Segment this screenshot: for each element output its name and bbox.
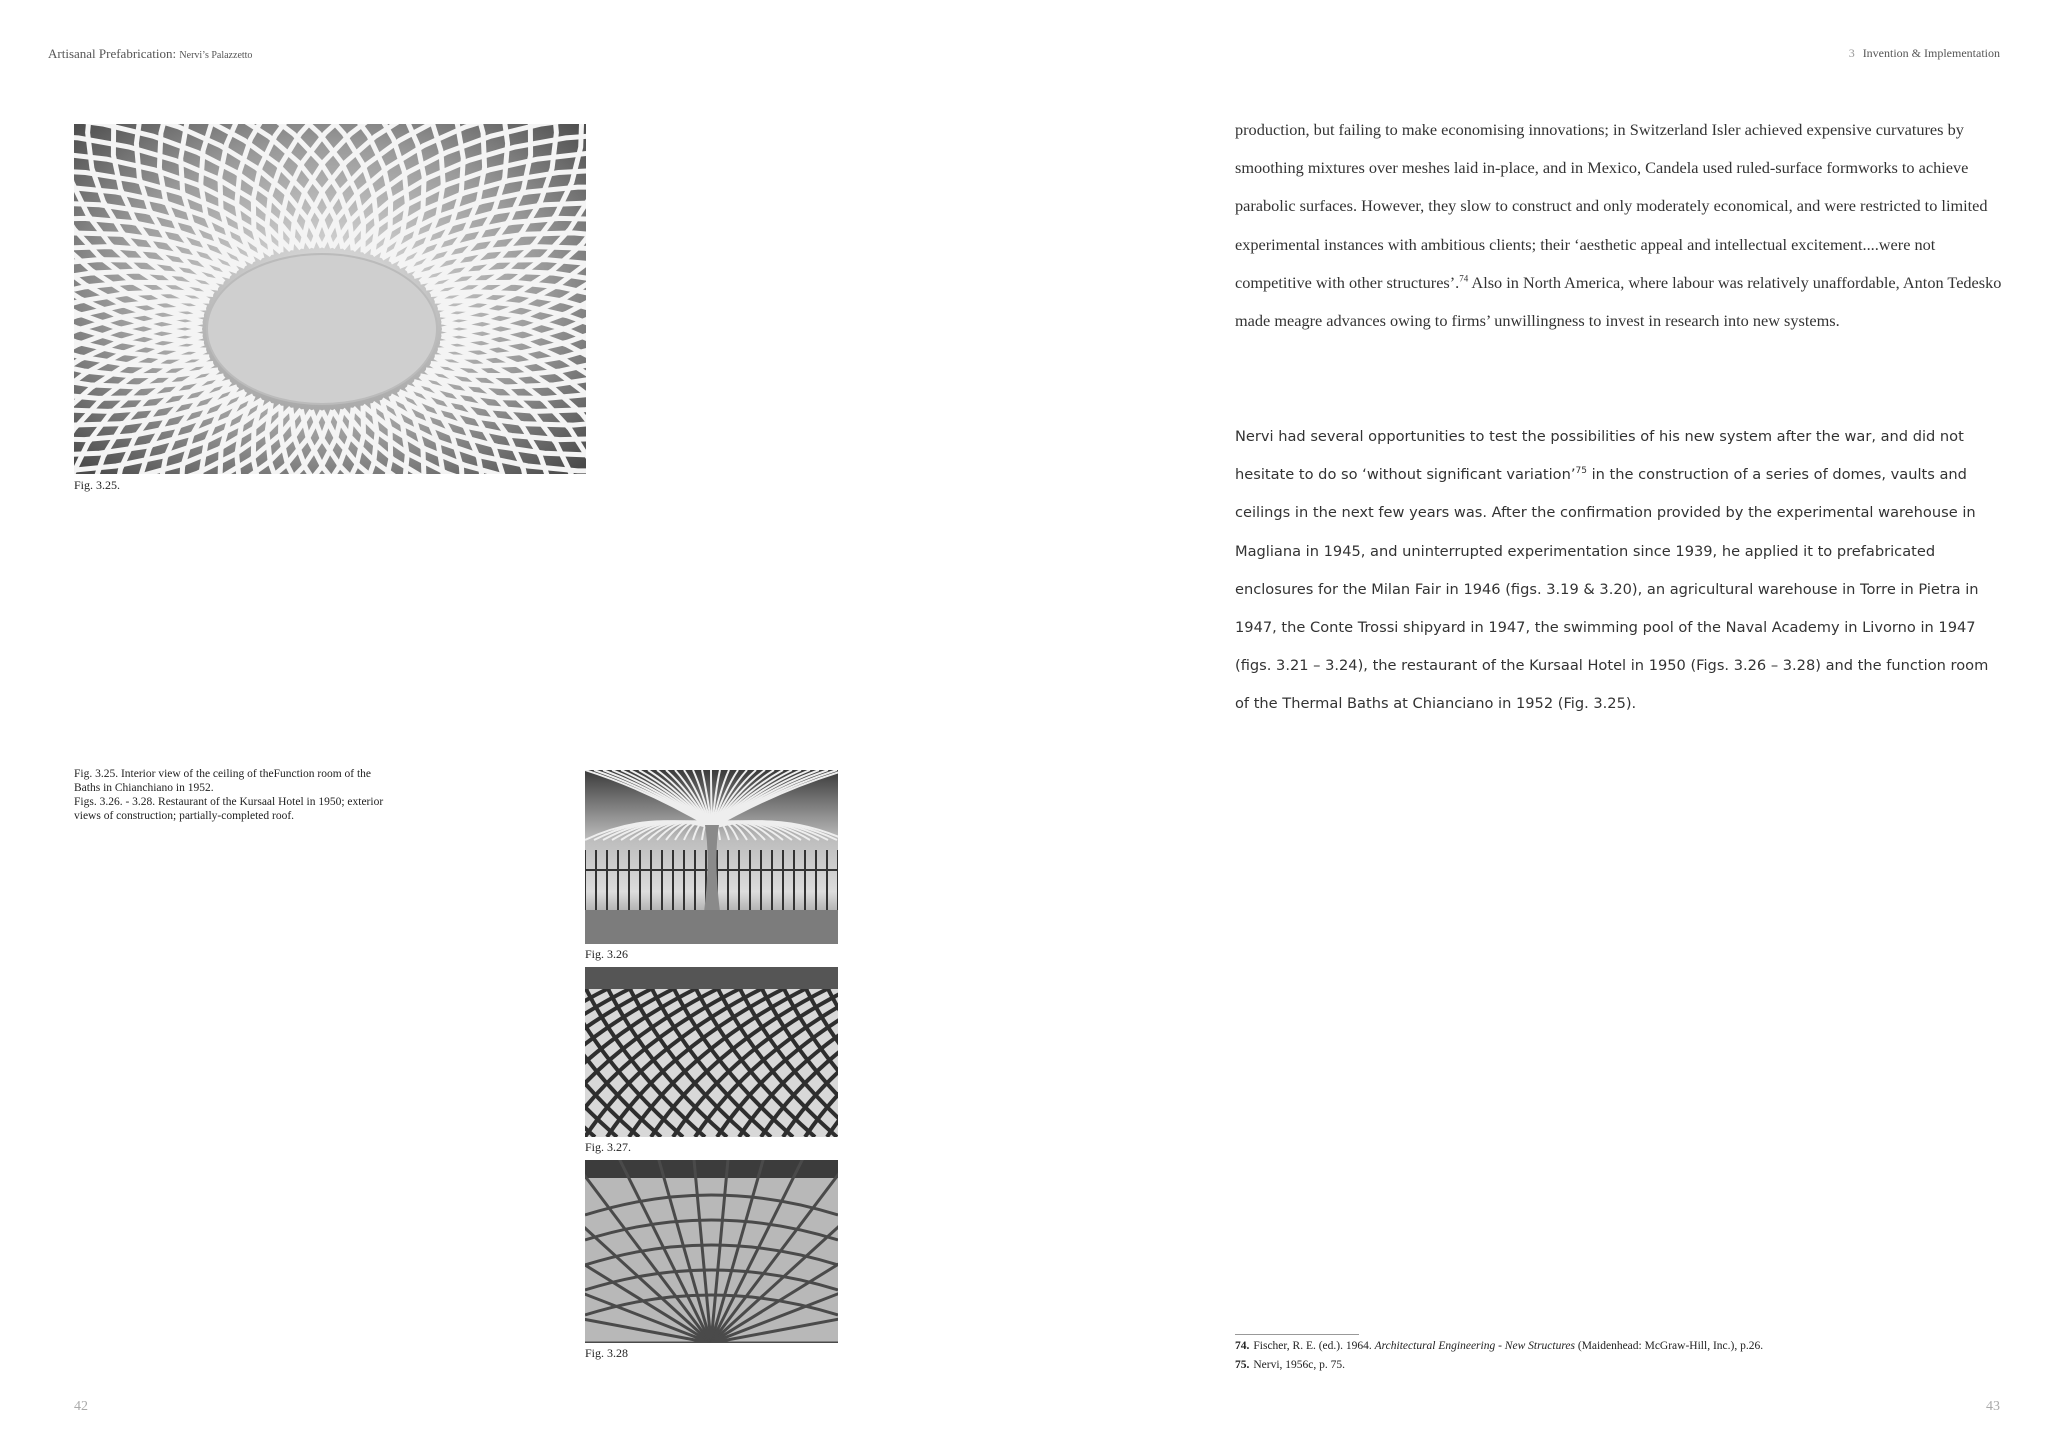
figure-3-26-label: Fig. 3.26 (585, 947, 629, 961)
running-header-left (48, 46, 252, 62)
caption-line: views of construction; partially-completed roof. (74, 810, 295, 822)
caption-line: Figs. 3.26. - 3.28. Restaurant of the Kursaal Hotel in 1950; exterior (74, 796, 384, 808)
paragraph-text: in the construction of a series of domes, vaults and ceilings in the next few years was. After the confirmation provided by the experimental warehouse in Magliana in 1945, and uninterrupted experimentation since 1939, he applied it to prefabricated enclosures for the Milan Fair in 1946 (figs. 3.19 & 3.20), an agricultural warehouse in Torre in Pietra in 1947, the Conte Trossi shipyard in 1947, the swimming pool of the Naval Academy in Livorno in 1947 (figs. 3.21 – 3.24), the restaurant of the Kursaal Hotel in 1950 (Figs. 3.26 – 3.28) and the function room of the Thermal Baths at Chianciano in 1952 (Fig. 3.25). (1235, 466, 1989, 713)
caption-line: Baths in Chianchiano in 1952. (74, 782, 214, 794)
chapter-title: Invention & Implementation (1862, 46, 2000, 60)
footnote-ref-75[interactable]: 75 (1575, 466, 1587, 477)
footnote-book-title: Architectural Engineering - New Structures (1374, 1340, 1575, 1352)
figure-3-27-photo (585, 967, 838, 1137)
figure-3-27-label: Fig. 3.27. (585, 1140, 632, 1154)
footnote-text: (Maidenhead: McGraw-Hill, Inc.), p.26. (1574, 1340, 1764, 1352)
footnotes (1235, 1337, 2015, 1375)
footnote-text: Fischer, R. E. (ed.). 1964. (1253, 1340, 1375, 1352)
paragraph-text: Also in North America, where labour was relatively unaffordable, Anton Tedesko made meagre advances owing to firms’ unwillingness to invest in research into new systems. (1235, 272, 2002, 331)
footnote-divider (1235, 1334, 1359, 1335)
footnote-75 (1235, 1356, 2015, 1375)
footnote-number: 74. (1235, 1340, 1250, 1352)
figure-caption-block (74, 767, 419, 823)
chapter-number: 3 (1848, 46, 1855, 60)
footnote-number: 75. (1235, 1359, 1250, 1371)
footnote-74 (1235, 1337, 2015, 1356)
paragraph-text: production, but failing to make economising innovations; in Switzerland Isler achieved expensive curvatures by smoothing mixtures over meshes laid in-place, and in Mexico, Candela used ruled-surface formworks to achieve parabolic surfaces. However, they slow to construct and only moderately economical, and were restricted to limited experimental instances with ambitious clients; their ‘aesthetic appeal and intellectual excitement....were not competitive with other structures’. (1235, 120, 1988, 292)
running-header-right (1849, 46, 2000, 61)
caption-line: Fig. 3.25. Interior view of the ceiling of theFunction room of the (74, 768, 372, 780)
page-number-left: 42 (74, 1399, 88, 1414)
figure-3-25-label: Fig. 3.25. (74, 478, 121, 492)
paragraph-text: Nervi had several opportunities to test the possibilities of his new system after the war, and did not hesitate to do so ‘without significant variation’ (1235, 428, 1964, 484)
body-paragraph-1 (1235, 111, 2005, 340)
figure-3-26-photo (585, 770, 838, 944)
figure-3-25-photo (74, 124, 586, 474)
body-paragraph-2 (1235, 418, 2005, 724)
footnote-ref-74[interactable]: 74 (1459, 273, 1469, 284)
figure-3-28-photo (585, 1160, 838, 1343)
page-number-right: 43 (1986, 1399, 2000, 1414)
figure-3-28-label: Fig. 3.28 (585, 1346, 629, 1360)
footnote-text: Nervi, 1956c, p. 75. (1253, 1359, 1346, 1371)
running-header-title: Artisanal Prefabrication: (48, 46, 177, 61)
running-header-subtitle: Nervi’s Palazzetto (179, 50, 253, 61)
